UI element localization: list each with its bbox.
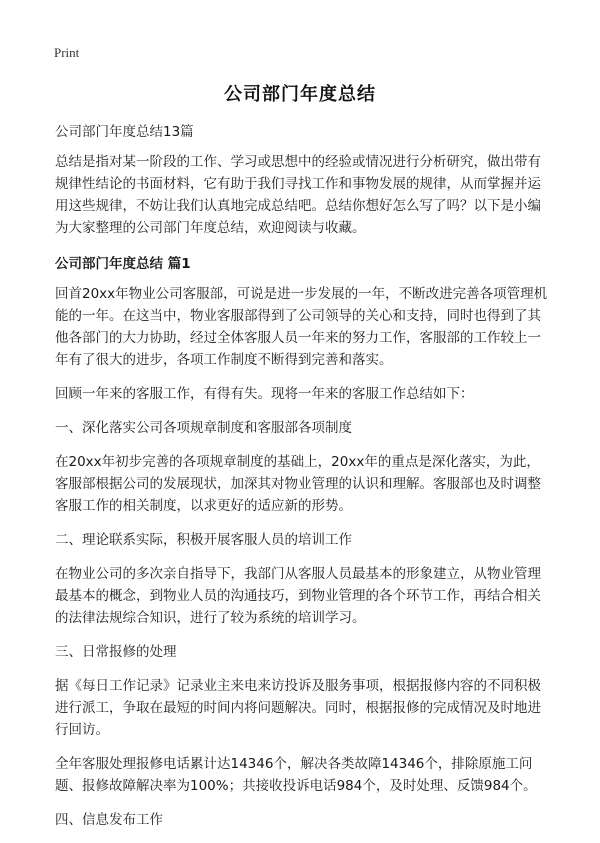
heading-part-4: 四、信息发布工作 bbox=[55, 812, 163, 828]
intro-paragraph: 总结是指对某一阶段的工作、学习或思想中的经验或情况进行分析研究，做出带有规律性结论的书面材料，它有助于我们寻找工作和事物发展的规律，从而掌握并运用这些规律，不妨让我们认真地完成总结吧。总结你想好怎么写了吗？以下是小编为大家整理的公司部门年度总结，欢迎阅读与收藏。 bbox=[55, 154, 541, 236]
paragraph-part-2: 在物业公司的多次亲自指导下，我部门从客服人员最基本的形象建立，从物业管理最基本的概念，到物业人员的沟通技巧，到物业管理的各个环节工作，再结合相关的法律法规综合知识，进行了较为系统的培训学习。 bbox=[55, 566, 541, 626]
heading-part-2: 二、理论联系实际，积极开展客服人员的培训工作 bbox=[55, 532, 352, 548]
heading-part-1: 一、深化落实公司各项规章制度和客服部各项制度 bbox=[55, 420, 352, 436]
page-title: 公司部门年度总结 bbox=[224, 84, 376, 105]
paragraph-part-1: 在20xx年初步完善的各项规章制度的基础上，20xx年的重点是深化落实，为此，客服部根据公司的发展现状，加深其对物业管理的认识和理解。客服部也及时调整客服工作的相关制度，以求更好的适应新的形势。 bbox=[55, 454, 541, 514]
heading-part-3: 三、日常报修的处理 bbox=[55, 644, 177, 660]
paragraph-opening: 回首20xx年物业公司客服部，可说是进一步发展的一年，不断改进完善各项管理机能的一年。在这当中，物业客服部得到了公司领导的关心和支持，同时也得到了其他各部门的大力协助，经过全体客服人员一年来的努力工作，客服部的工作较上一年有了很大的进步，各项工作制度不断得到完善和落实。 bbox=[55, 286, 548, 368]
document-body bbox=[55, 121, 550, 843]
paragraph-review: 回顾一年来的客服工作，有得有失。现将一年来的客服工作总结如下： bbox=[55, 386, 474, 402]
print-label[interactable]: Print bbox=[54, 45, 80, 60]
paragraph-statistics: 全年客服处理报修电话累计达14346个，解决各类故障14346个，排除原施工问题、报修故障解决率为100%；共接收投诉电话984个，及时处理、反馈984个。 bbox=[55, 756, 537, 794]
paragraph-part-3: 据《每日工作记录》记录业主来电来访投诉及服务事项，根据报修内容的不同积极进行派工，争取在最短的时间内将问题解决。同时，根据报修的完成情况及时地进行回访。 bbox=[55, 678, 541, 738]
section-title: 公司部门年度总结 篇1 bbox=[55, 256, 191, 272]
document-subtitle: 公司部门年度总结13篇 bbox=[55, 124, 194, 140]
